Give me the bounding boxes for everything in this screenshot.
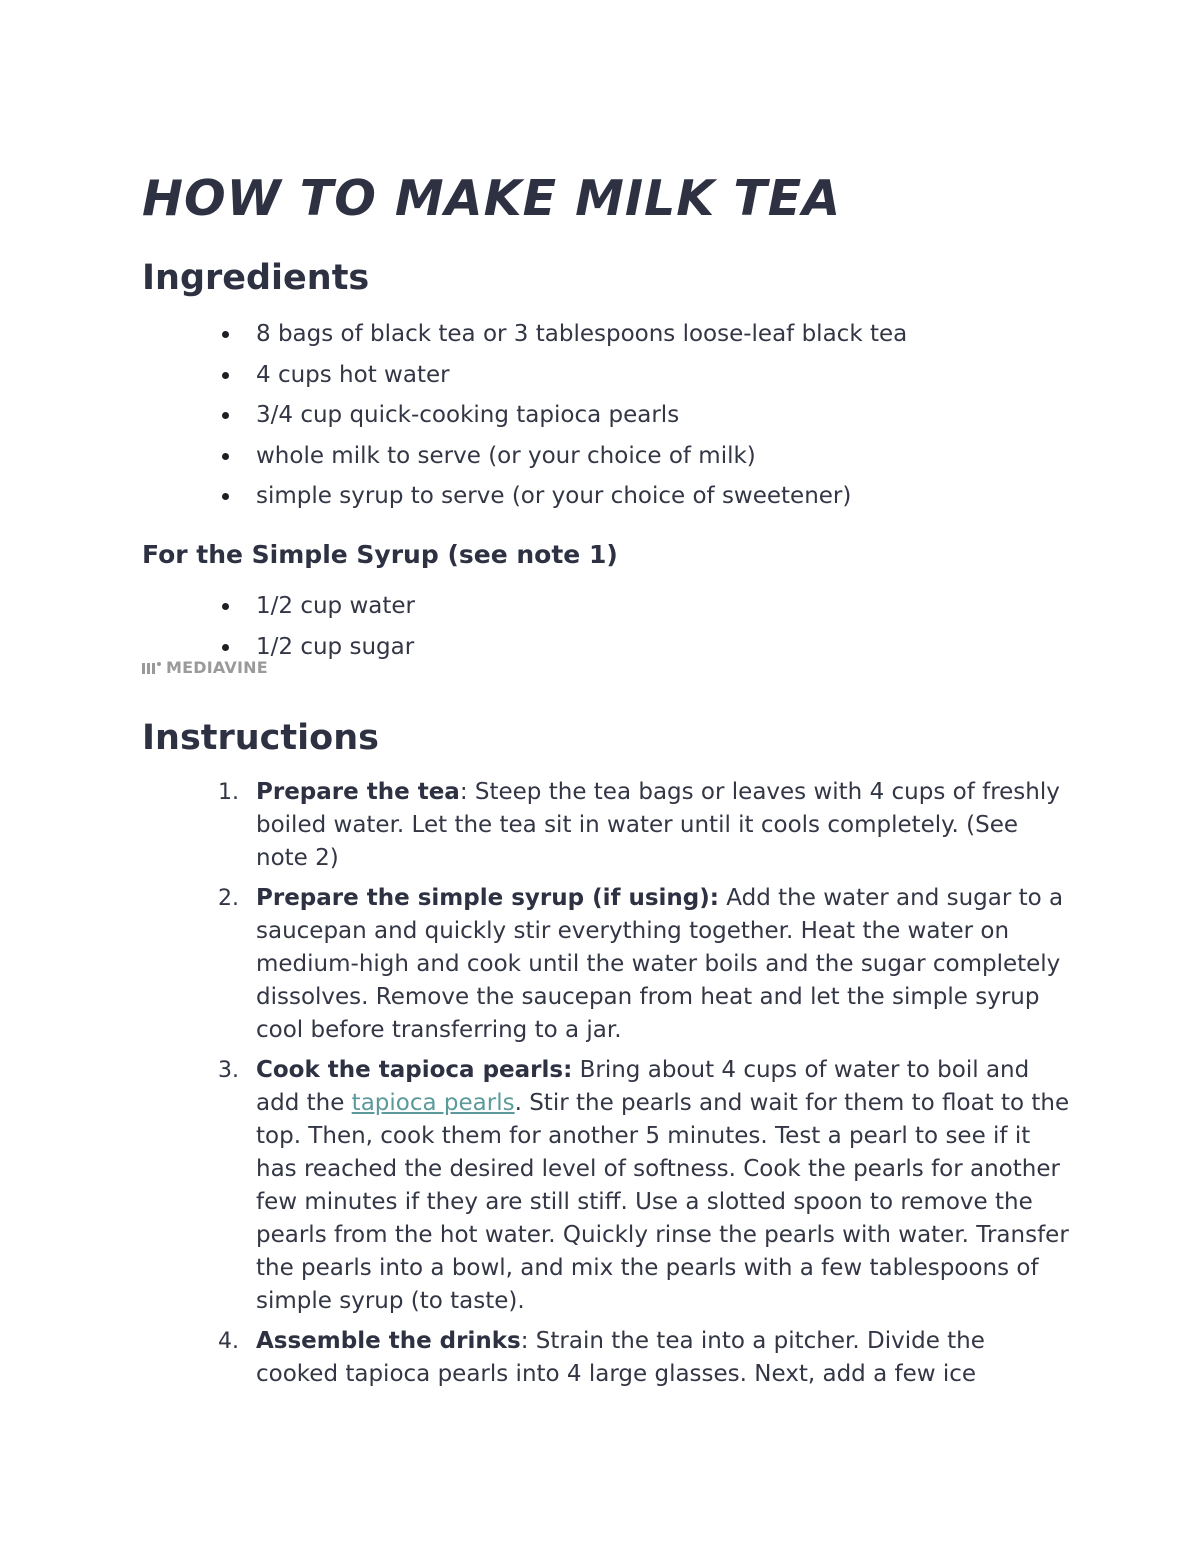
instruction-step	[142, 1054, 1072, 1318]
ingredient-text: 4 cups hot water	[256, 361, 450, 388]
list-item	[142, 314, 1042, 355]
step-number: 1.	[218, 780, 239, 805]
bullet-icon	[222, 331, 229, 338]
step-text: Add the water and sugar to a saucepan and quickly stir everything together. Heat the water on medium-high and cook until the water boils and the sugar completely dissolves. Remove the saucepan from heat and let the simple syrup cool before transferring to a jar.	[256, 885, 1064, 1043]
instructions-list	[142, 776, 1072, 1398]
step-text: : Steep the tea bags or leaves with 4 cups of freshly boiled water. Let the tea sit in water until it cools completely. (See note 2)	[256, 779, 1060, 871]
tapioca-pearls-link[interactable]: tapioca pearls	[351, 1090, 515, 1116]
bullet-icon	[222, 412, 229, 419]
ingredient-text: 3/4 cup quick-cooking tapioca pearls	[256, 402, 680, 428]
list-item	[142, 586, 1042, 627]
step-number: 2.	[218, 886, 239, 911]
step-title: Prepare the tea	[256, 779, 460, 805]
ingredient-text: whole milk to serve (or your choice of milk)	[256, 442, 756, 469]
step-number: 3.	[218, 1058, 239, 1083]
instruction-step	[142, 1325, 1072, 1391]
step-title: Cook the tapioca pearls:	[256, 1057, 573, 1083]
step-text: Bring about 4 cups of water to boil and add the	[256, 1057, 1030, 1116]
bullet-icon	[222, 644, 229, 651]
instruction-step	[142, 776, 1072, 875]
ingredient-text: simple syrup to serve (or your choice of sweetener)	[256, 483, 852, 509]
list-item	[142, 395, 1042, 436]
ingredients-heading: Ingredients	[142, 258, 370, 298]
mediavine-logo	[142, 658, 268, 677]
logo-text: MEDIAVINE	[166, 658, 268, 677]
ingredient-text: 8 bags of black tea or 3 tablespoons loose-leaf black tea	[256, 321, 908, 347]
syrup-item-text: 1/2 cup sugar	[256, 633, 415, 660]
step-text: . Stir the pearls and wait for them to float to the top. Then, cook them for another 5 minutes. Test a pearl to see if it has reached the desired level of softness. Cook the pearls for another few minutes if they are still stiff. Use a slotted spoon to remove the pearls from the hot water. Quickly rinse the pearls with water. Transfer the pearls into a bowl, and mix the pearls with a few tablespoons of simple syrup (to taste).	[256, 1090, 1070, 1314]
instructions-heading: Instructions	[142, 718, 379, 758]
bullet-icon	[222, 372, 229, 379]
list-item	[142, 627, 1042, 668]
list-item	[142, 476, 1042, 517]
syrup-list	[142, 586, 1042, 667]
bullet-icon	[222, 493, 229, 500]
syrup-heading: For the Simple Syrup (see note 1)	[142, 540, 618, 569]
bullet-icon	[222, 603, 229, 610]
step-title: Prepare the simple syrup (if using):	[256, 885, 719, 911]
mediavine-logo-icon	[142, 660, 162, 676]
step-title: Assemble the drinks	[256, 1328, 521, 1354]
step-text: : Strain the tea into a pitcher. Divide the cooked tapioca pearls into 4 large glasses. Next, add a few ice	[256, 1328, 985, 1387]
list-item	[142, 436, 1042, 477]
page-title: HOW TO MAKE MILK TEA	[142, 170, 842, 227]
syrup-item-text: 1/2 cup water	[256, 593, 415, 619]
step-number: 4.	[218, 1329, 239, 1354]
bullet-icon	[222, 453, 229, 460]
ingredients-list	[142, 314, 1042, 517]
instruction-step	[142, 882, 1072, 1047]
list-item	[142, 355, 1042, 396]
